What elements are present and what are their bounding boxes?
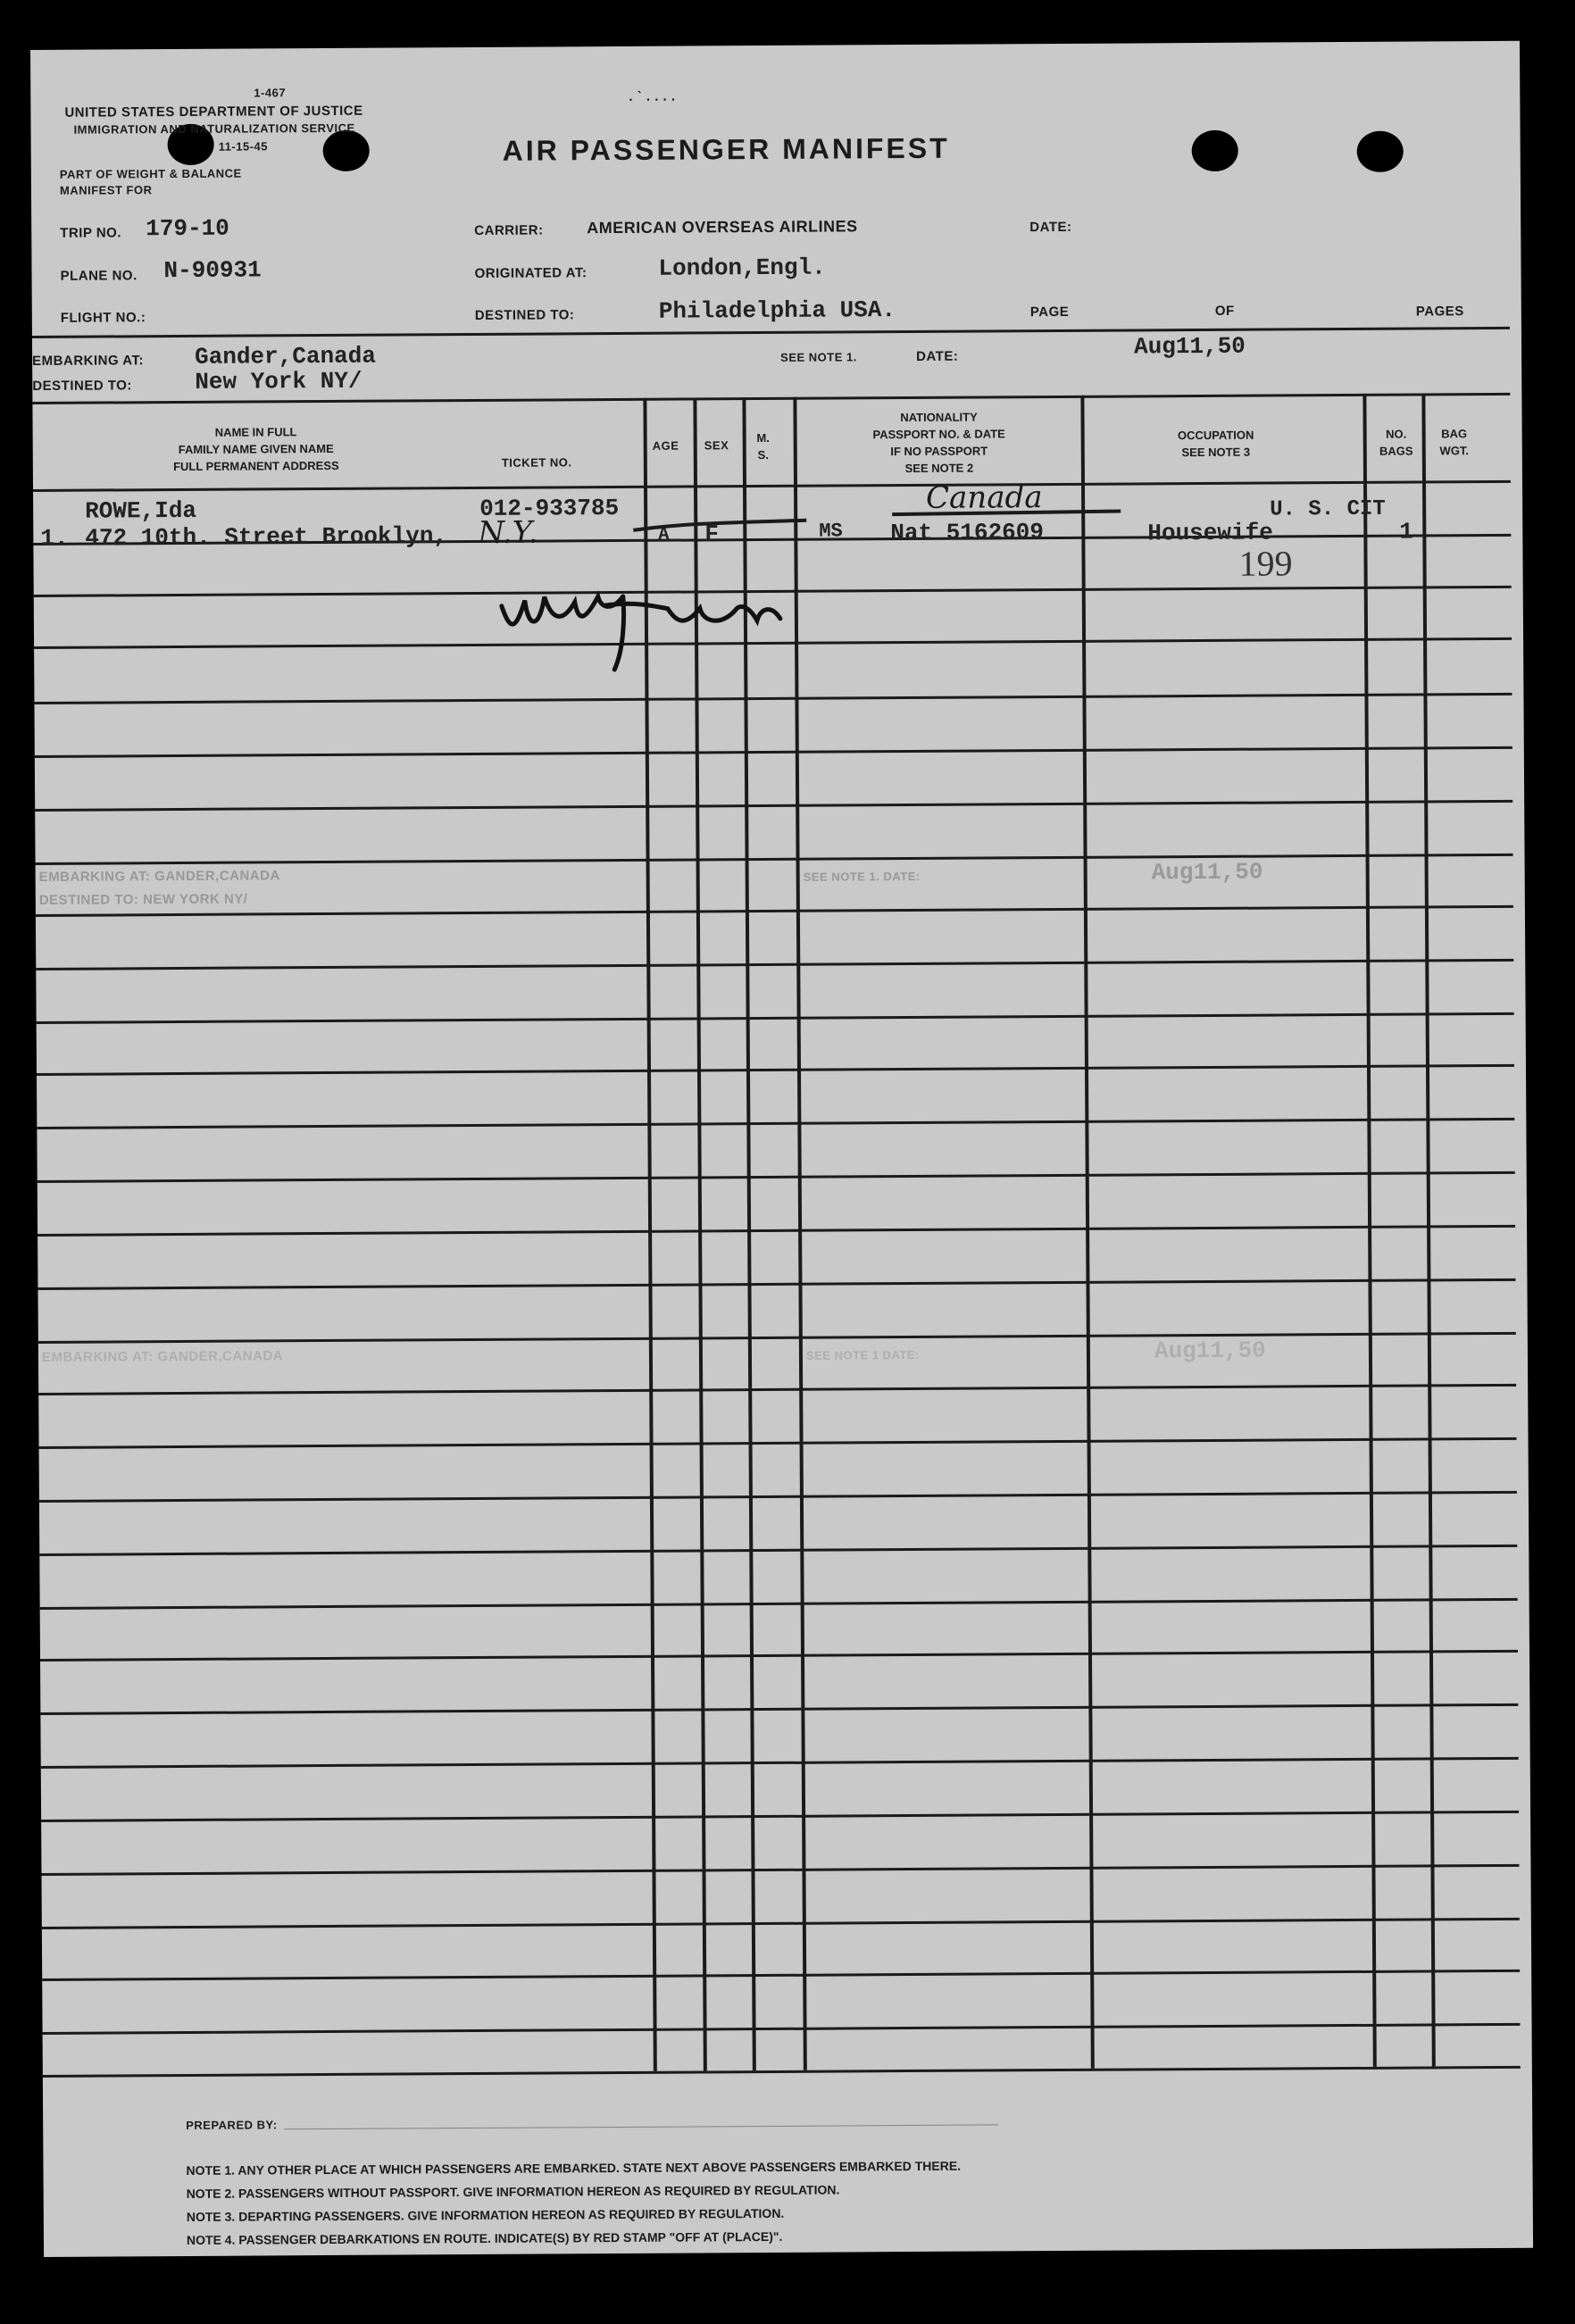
department-name: UNITED STATES DEPARTMENT OF JUSTICE: [64, 103, 363, 121]
weight-balance-line-2: MANIFEST FOR: [59, 183, 153, 197]
col-rule-occ: [1080, 396, 1094, 2069]
punch-hole-3: [1192, 130, 1238, 171]
passenger-address: 472 10th. Street Brooklyn,: [85, 522, 448, 552]
col-name-line-1: NAME IN FULL: [214, 425, 297, 439]
col-occ-line-1: OCCUPATION: [1177, 428, 1254, 443]
col-bags-line-1: NO.: [1386, 427, 1407, 441]
origin-label: ORIGINATED AT:: [474, 265, 588, 281]
col-occupation-header: [1087, 426, 1346, 462]
pages-label: PAGES: [1415, 304, 1464, 320]
col-ms-line-2: S.: [757, 447, 769, 462]
row-rule-05: [34, 693, 1512, 704]
row-rule-09: [36, 905, 1513, 917]
col-name-line-2: FAMILY NAME GIVEN NAME: [178, 441, 334, 456]
row-rule-01: [33, 480, 1511, 492]
weight-balance-line-1: PART OF WEIGHT & BALANCE: [59, 166, 242, 181]
col-occ-line-2: SEE NOTE 3: [1181, 445, 1251, 460]
row-rule-08: [36, 854, 1513, 865]
ghost-destined: DESTINED TO: NEW YORK NY/: [38, 891, 248, 908]
passenger-line-number: 1.: [40, 524, 69, 552]
passenger-age: A: [658, 524, 670, 546]
row-rule-23: [40, 1650, 1518, 1662]
date-label: DATE:: [1029, 219, 1072, 236]
col-sex-header: SEX: [704, 438, 729, 453]
ghost-date: Aug11,50: [1151, 858, 1263, 887]
punch-hole-4: [1357, 131, 1404, 172]
row-rule-18: [38, 1384, 1516, 1395]
stamp-number: 199: [1238, 543, 1293, 584]
row-rule-12: [37, 1064, 1514, 1076]
row-rule-bottom: [43, 2066, 1521, 2078]
col-ms-header: [746, 429, 781, 463]
row-rule-22: [40, 1598, 1518, 1610]
trip-label: TRIP NO.: [60, 225, 122, 241]
prepared-by-line: [284, 2124, 998, 2129]
passenger-marital-status: MS: [819, 520, 843, 543]
col-weight-header: [1428, 425, 1481, 459]
col-wgt-line-1: BAG: [1441, 427, 1468, 441]
col-nat-line-4: SEE NOTE 2: [904, 461, 974, 476]
page-label: PAGE: [1029, 304, 1070, 321]
embarking-value: Gander,Canada: [195, 342, 377, 371]
embarking-label: EMBARKING AT:: [32, 353, 145, 369]
ghost-see-note: SEE NOTE 1. DATE:: [803, 869, 921, 884]
col-nationality-header: [809, 408, 1068, 478]
col-rule-bags: [1362, 394, 1376, 2067]
passenger-address-handwritten: N.Y.: [478, 514, 538, 551]
col-name-header: [122, 423, 390, 476]
row-rule-11: [37, 1012, 1514, 1024]
row-rule-24: [40, 1703, 1518, 1715]
row-rule-17: [38, 1332, 1516, 1344]
of-label: OF: [1214, 303, 1235, 319]
dest-label: DESTINED TO:: [474, 307, 575, 323]
form-number: 1-467: [254, 86, 287, 100]
service-name: IMMIGRATION AND NATURALIZATION SERVICE: [73, 121, 355, 137]
origin-value: London,Engl.: [658, 254, 826, 282]
note-2: NOTE 2. PASSENGERS WITHOUT PASSPORT. GIVE INFORMATION HEREON AS REQUIRED BY REGULATION.: [186, 2182, 840, 2201]
note-3: NOTE 3. DEPARTING PASSENGERS. GIVE INFORMATION HEREON AS REQUIRED BY REGULATION.: [186, 2205, 785, 2224]
col-nat-line-1: NATIONALITY: [900, 410, 978, 425]
col-rule-wgt: [1421, 393, 1435, 2066]
col-ticket-header: TICKET NO.: [501, 455, 572, 470]
col-ms-line-1: M.: [756, 430, 770, 446]
see-note-1: SEE NOTE 1.: [780, 350, 857, 364]
carrier-label: CARRIER:: [474, 222, 544, 238]
dest-value: Philadelphia USA.: [658, 296, 896, 325]
row-rule-10: [36, 959, 1513, 970]
passenger-ticket: 012-933785: [479, 494, 620, 522]
row-rule-20: [39, 1491, 1517, 1503]
passenger-name: ROWE,Ida: [85, 496, 197, 525]
trip-value: 179-10: [146, 214, 229, 243]
plane-value: N-90931: [163, 256, 262, 285]
row-rule-25: [41, 1757, 1519, 1769]
passenger-passport: Nat 5162609: [890, 519, 1045, 547]
passenger-citizenship: U. S. CIT: [1270, 496, 1386, 522]
row-rule-19: [39, 1437, 1517, 1449]
rule-top: [32, 327, 1510, 338]
col-name-line-3: FULL PERMANENT ADDRESS: [172, 458, 339, 474]
row-rule-14: [38, 1171, 1515, 1183]
embark-date-label: DATE:: [916, 348, 959, 364]
carrier-value: AMERICAN OVERSEAS AIRLINES: [587, 217, 858, 237]
row-rule-06: [35, 746, 1512, 758]
row-rule-29: [42, 1970, 1520, 1981]
col-wgt-line-2: WGT.: [1439, 444, 1470, 458]
ghost-row2-date: Aug11,50: [1154, 1337, 1266, 1365]
row-rule-07: [35, 800, 1512, 812]
form-date: 11-15-45: [218, 139, 269, 154]
plane-label: PLANE NO.: [60, 268, 138, 284]
passenger-nationality: Canada: [925, 479, 1043, 516]
handwritten-strike: [631, 510, 810, 537]
header-marks: . ` . . . .: [629, 88, 676, 104]
ghost-embarking: EMBARKING AT: GANDER,CANADA: [38, 868, 280, 885]
passenger-bags: 1: [1399, 518, 1414, 546]
passenger-occupation: Housewife: [1147, 519, 1273, 547]
nationality-strike: [890, 503, 1122, 522]
col-age-header: AGE: [652, 438, 679, 453]
row-rule-21: [39, 1545, 1517, 1556]
note-4: NOTE 4. PASSENGER DEBARKATIONS EN ROUTE. INDICATE(S) BY RED STAMP "OFF AT (PLACE)".: [186, 2228, 783, 2247]
handwritten-signature: [489, 569, 829, 678]
col-nat-line-2: PASSPORT NO. & DATE: [872, 427, 1005, 442]
col-bags-header: [1374, 426, 1419, 460]
note-1: NOTE 1. ANY OTHER PLACE AT WHICH PASSENGERS ARE EMBARKED. STATE NEXT ABOVE PASSENGERS EMBARKED THERE.: [186, 2158, 962, 2178]
row-rule-15: [38, 1225, 1515, 1237]
row-rule-13: [37, 1118, 1514, 1129]
embark-date-value: Aug11,50: [1133, 332, 1246, 361]
row-rule-16: [38, 1279, 1515, 1290]
ghost-row2-note: SEE NOTE 1 DATE:: [805, 1347, 920, 1362]
row-rule-28: [42, 1918, 1520, 1929]
manifest-sheet: [30, 41, 1533, 2257]
row-rule-26: [41, 1811, 1519, 1822]
destined-value: New York NY/: [195, 367, 362, 396]
col-bags-line-2: BAGS: [1379, 444, 1413, 458]
row-rule-30: [43, 2023, 1521, 2035]
flight-label: FLIGHT NO.:: [60, 310, 146, 326]
ghost-row2-embarking: EMBARKING AT: GANDER,CANADA: [41, 1348, 284, 1365]
punch-hole-2: [323, 130, 370, 171]
passenger-sex: F: [704, 521, 720, 548]
row-rule-27: [41, 1864, 1519, 1876]
col-nat-line-3: IF NO PASSPORT: [890, 444, 988, 459]
document-title: AIR PASSENGER MANIFEST: [502, 131, 950, 167]
destined-label: DESTINED TO:: [32, 378, 132, 394]
prepared-by-label: PREPARED BY:: [186, 2118, 278, 2132]
